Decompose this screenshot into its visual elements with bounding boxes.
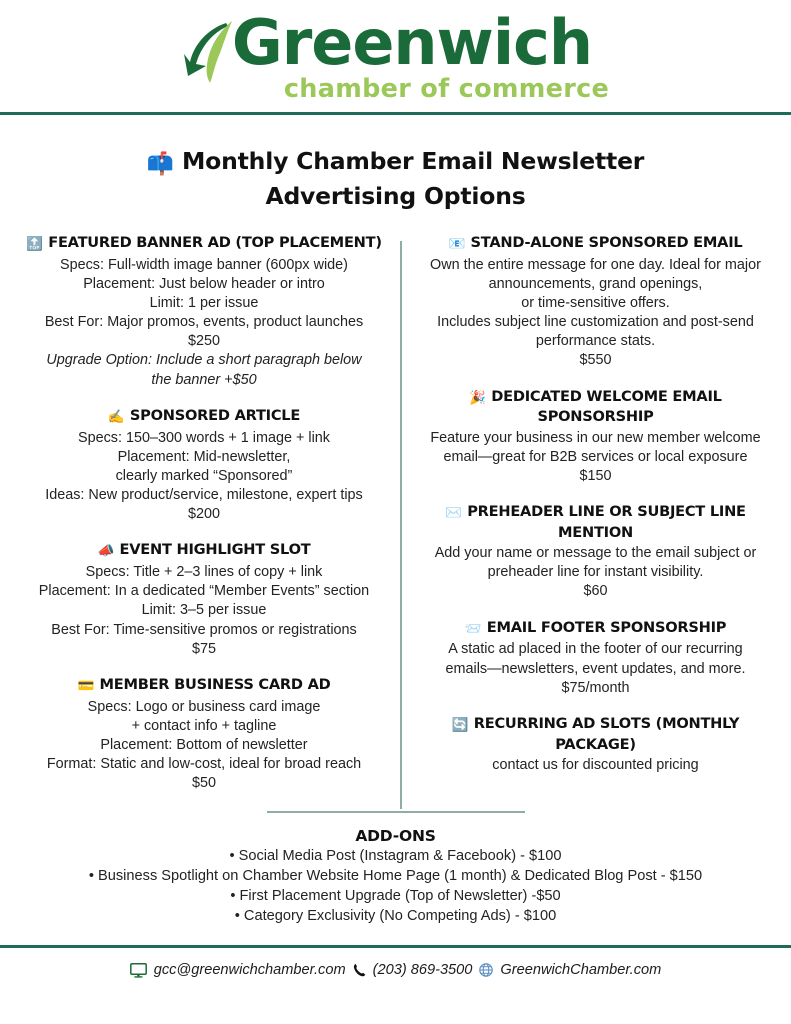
ad-option-upgrade-line: the banner +$50 — [151, 371, 257, 388]
ad-option-detail-line: $75/month — [561, 679, 630, 696]
ad-option-featured-banner-ad-top-placement — [22, 233, 386, 390]
option-emoji-icon: 💳 — [77, 677, 99, 694]
ad-option-preheader-line-or-subject-line-mention — [418, 502, 773, 602]
ad-option-detail-line: $250 — [187, 333, 220, 350]
ad-option-heading-text: MEMBER BUSINESS CARD AD — [99, 675, 331, 693]
ad-option-detail-line: Includes subject line customization and post-send — [437, 314, 754, 331]
logo-wordmark: Greenwich — [231, 6, 592, 80]
ad-option-detail-line: contact us for discounted pricing — [492, 756, 699, 773]
ad-option-heading — [418, 387, 773, 427]
ad-option-detail-line: $75 — [191, 640, 216, 657]
page-title-line-2: Advertising Options — [265, 182, 526, 211]
phone-icon — [353, 963, 366, 977]
option-emoji-icon: 📣 — [97, 543, 119, 560]
ad-option-heading — [418, 618, 773, 639]
ad-option-detail-line: Specs: Logo or business card image — [87, 698, 321, 715]
ad-option-heading-text: STAND-ALONE SPONSORED EMAIL — [470, 233, 743, 251]
ad-option-upgrade-line: Upgrade Option: Include a short paragraph below — [46, 352, 362, 369]
ad-option-detail-line: Format: Static and low-cost, ideal for broad reach — [46, 756, 362, 773]
column-divider — [400, 241, 402, 810]
option-emoji-icon: 📨 — [464, 620, 486, 637]
ad-option-recurring-ad-slots-monthly-package — [418, 714, 773, 775]
ad-option-detail-line: $200 — [187, 506, 220, 523]
ad-option-detail-line: emails—newsletters, event updates, and more. — [445, 660, 746, 677]
option-emoji-icon: 🔄 — [451, 716, 473, 733]
ad-option-dedicated-welcome-email-sponsorship — [418, 387, 773, 487]
ad-option-detail-line: Specs: Full-width image banner (600px wide) — [60, 256, 348, 273]
addons-list — [0, 847, 791, 927]
ad-option-stand-alone-sponsored-email — [418, 233, 773, 371]
addon-item: • Business Spotlight on Chamber Website Home Page (1 month) & Dedicated Blog Post - $150 — [88, 868, 703, 885]
ad-option-event-highlight-slot — [22, 540, 386, 659]
ad-option-heading — [418, 502, 773, 542]
ad-option-detail-line: Ideas: New product/service, milestone, expert tips — [45, 486, 363, 503]
ad-option-heading-text: EVENT HIGHLIGHT SLOT — [119, 541, 311, 559]
footer-spacer — [0, 927, 791, 945]
ad-option-detail-line: A static ad placed in the footer of our recurring — [448, 641, 743, 658]
ad-option-detail-line: + contact info + tagline — [131, 717, 277, 734]
page-title — [0, 115, 791, 213]
ad-option-detail-line: email—great for B2B services or local exposure — [443, 448, 748, 465]
ad-option-detail-line: Placement: Bottom of newsletter — [100, 737, 308, 753]
ad-option-detail-line: announcements, grand openings, — [488, 275, 703, 292]
ad-option-detail-line: Specs: 150–300 words + 1 image + link — [77, 429, 330, 446]
option-emoji-icon: ✍️ — [107, 408, 129, 425]
mailbox-icon: 📫 — [146, 152, 174, 177]
ad-option-detail-line: $50 — [191, 775, 216, 792]
ad-option-detail-line: Placement: Just below header or intro — [83, 275, 325, 292]
page-title-line-1: Monthly Chamber Email Newsletter — [181, 147, 645, 175]
logo-tagline: chamber of commerce — [283, 73, 610, 104]
ad-option-heading-text: EMAIL FOOTER SPONSORSHIP — [486, 618, 727, 636]
ad-option-heading — [22, 540, 386, 561]
ad-option-heading-text: RECURRING AD SLOTS (MONTHLY PACKAGE) — [473, 714, 740, 753]
ad-option-heading — [418, 714, 773, 754]
ad-option-detail-line: Placement: In a dedicated “Member Events” section — [38, 583, 370, 600]
ad-option-detail-line: or time-sensitive offers. — [521, 294, 670, 311]
option-emoji-icon: 🔝 — [26, 235, 48, 252]
addons-section — [0, 813, 791, 927]
ad-option-detail-line: Limit: 3–5 per issue — [141, 602, 267, 619]
ad-option-detail-line: Best For: Time-sensitive promos or registrations — [51, 621, 357, 638]
ad-option-heading-text: FEATURED BANNER AD (TOP PLACEMENT) — [48, 233, 382, 251]
ad-option-detail-line: $550 — [579, 352, 612, 369]
right-column — [408, 233, 777, 810]
ad-option-detail-line: Feature your business in our new member welcome — [430, 429, 761, 446]
ad-option-heading — [22, 675, 386, 696]
leaf-swoosh-logo-icon — [182, 20, 238, 94]
footer-phone[interactable]: (203) 869-3500 — [372, 962, 473, 979]
footer-email[interactable]: gcc@greenwichchamber.com — [153, 962, 346, 979]
addon-item: • Category Exclusivity (No Competing Ads) - $100 — [234, 908, 557, 925]
ad-option-heading-text: DEDICATED WELCOME EMAIL SPONSORSHIP — [491, 387, 722, 426]
ad-option-heading — [418, 233, 773, 254]
ad-option-detail-line: $150 — [579, 467, 612, 484]
ad-option-detail-line: $60 — [583, 583, 608, 600]
ad-option-detail-line: Add your name or message to the email subject or — [434, 545, 757, 562]
option-emoji-icon: 🎉 — [469, 389, 491, 406]
addon-item: • Social Media Post (Instagram & Facebook) - $100 — [229, 848, 562, 865]
addons-title: ADD-ONS — [355, 827, 436, 846]
options-columns — [0, 213, 791, 810]
logo-header — [0, 0, 791, 112]
contact-footer — [0, 948, 791, 978]
ad-option-heading-text: PREHEADER LINE OR SUBJECT LINE MENTION — [467, 503, 746, 541]
ad-option-sponsored-article — [22, 406, 386, 525]
ad-option-detail-line: preheader line for instant visibility. — [487, 564, 704, 581]
ad-option-detail-line: performance stats. — [535, 333, 656, 350]
ad-option-member-business-card-ad — [22, 675, 386, 794]
footer-website[interactable]: GreenwichChamber.com — [500, 962, 662, 979]
ad-option-heading — [22, 233, 386, 254]
ad-option-detail-line: Best For: Major promos, events, product launches — [44, 314, 364, 331]
option-emoji-icon: 📧 — [448, 235, 470, 252]
option-emoji-icon: ✉️ — [445, 505, 467, 522]
left-column — [14, 233, 394, 810]
ad-option-email-footer-sponsorship — [418, 618, 773, 698]
ad-option-detail-line: Own the entire message for one day. Ideal for major — [430, 256, 761, 273]
ad-option-heading — [22, 406, 386, 427]
ad-option-heading-text: SPONSORED ARTICLE — [129, 406, 301, 424]
addons-divider — [267, 811, 525, 813]
addon-item: • First Placement Upgrade (Top of Newsletter) -$50 — [230, 888, 561, 905]
globe-icon — [479, 963, 493, 977]
ad-option-detail-line: Specs: Title + 2–3 lines of copy + link — [85, 564, 323, 581]
ad-option-detail-line: clearly marked “Sponsored” — [115, 467, 293, 484]
chamber-logo — [182, 6, 610, 104]
monitor-icon — [130, 963, 147, 978]
ad-option-detail-line: Placement: Mid-newsletter, — [117, 448, 291, 465]
ad-option-detail-line: Limit: 1 per issue — [149, 294, 259, 311]
